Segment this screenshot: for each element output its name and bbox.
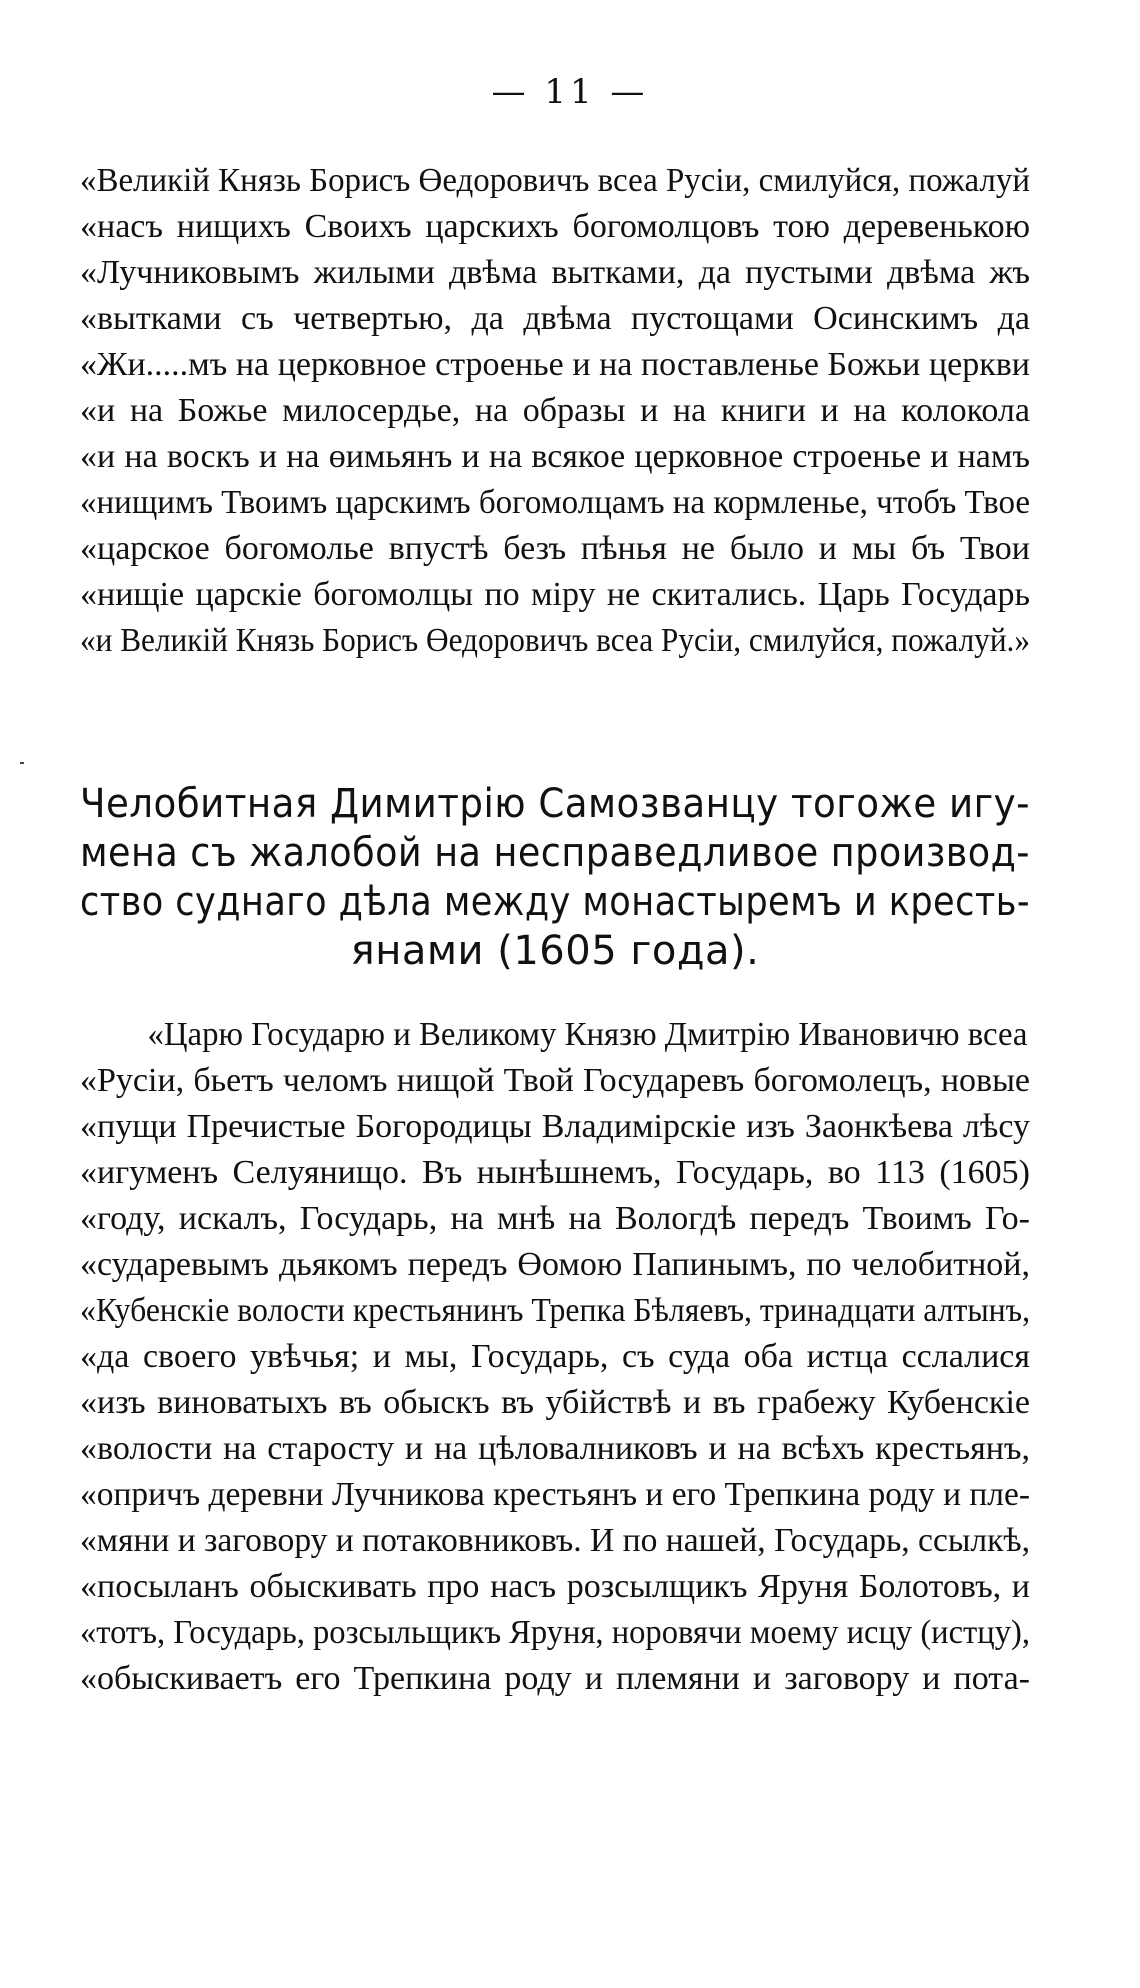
quote-line: «и Великій Князь Борисъ Өедоровичъ всеа Русіи, смилуйся, пожалуй.» <box>80 622 1031 659</box>
body-line: «мяни и заговору и потаковниковъ. И по нашей, Государь, ссылкѣ, <box>80 1522 1031 1559</box>
body-line: «сударевымъ дьякомъ передъ Өомою Папинымъ, по челобитной, <box>80 1246 1030 1283</box>
body-line: «пущи Пречистые Богородицы Владимірскіе изъ Заонкѣева лѣсу <box>80 1108 1030 1145</box>
body-line: «посыланъ обыскивать про насъ розсылщикъ Яруня Болотовъ, и <box>80 1568 1030 1605</box>
petition-quote <box>80 158 1030 664</box>
quote-line: «нищимъ Твоимъ царскимъ богомолцамъ на кормленье, чтобъ Твое <box>80 484 1031 521</box>
quote-line: «насъ нищихъ Своихъ царскихъ богомолцовъ тою деревенькою <box>80 208 1030 245</box>
heading-line: янами (1605 года). <box>350 928 760 974</box>
quote-line: «Великій Князь Борисъ Өедоровичъ всеа Русіи, смилуйся, пожалуй <box>80 162 1030 199</box>
quote-line: «и на воскъ и на өимьянъ и на всякое церковное строенье и намъ <box>80 438 1030 475</box>
body-line: «обыскиваетъ его Трепкина роду и племяни и заговору и пота- <box>80 1660 1030 1697</box>
quote-line: «Лучниковымъ жилыми двѣма вытками, да пустыми двѣма жъ <box>80 254 1030 291</box>
petition-body <box>80 1012 1030 1702</box>
body-line: «Русіи, бьетъ челомъ нищой Твой Государевъ богомолецъ, новые <box>80 1062 1030 1099</box>
heading-line: Челобитная Димитрію Самозванцу тогоже игу- <box>80 781 1030 827</box>
section-heading <box>80 780 1030 976</box>
body-line: «Царю Государю и Великому Князю Дмитрію Ивановичю всеа <box>147 1016 1028 1053</box>
quote-line: «и на Божье милосердье, на образы и на книги и на колокола <box>80 392 1030 429</box>
page-number: — 11 — <box>491 72 649 112</box>
body-line: «волости на старосту и на цѣловалниковъ и на всѣхъ крестьянъ, <box>80 1430 1030 1467</box>
quote-line: «нищіе царскіе богомолцы по міру не скитались. Царь Государь <box>80 576 1030 613</box>
quote-line: «царское богомолье впустѣ безъ пѣнья не было и мы бъ Твои <box>80 530 1030 567</box>
quote-line: «Жи.....мъ на церковное строенье и на поставленье Божьи церкви <box>80 346 1030 383</box>
margin-mark <box>20 762 24 764</box>
body-line: «изъ виноватыхъ въ обыскъ въ убійствѣ и въ грабежу Кубенскіе <box>80 1384 1030 1421</box>
quote-line: «вытками съ четвертью, да двѣма пустощами Осинскимъ да <box>80 300 1030 337</box>
body-line: «опричъ деревни Лучникова крестьянъ и его Трепкина роду и пле- <box>80 1476 1030 1513</box>
body-line: «Кубенскіе волости крестьянинъ Трепка Бѣляевъ, тринадцати алтынъ, <box>80 1292 1031 1329</box>
body-line: «да своего увѣчья; и мы, Государь, съ суда оба истца сслалися <box>80 1338 1030 1375</box>
body-line: «году, искалъ, Государь, на мнѣ на Вологдѣ передъ Твоимъ Го- <box>80 1200 1030 1237</box>
heading-line: мена съ жалобой на несправедливое производ- <box>80 830 1030 876</box>
body-line: «игуменъ Селуянищо. Въ нынѣшнемъ, Государь, во 113 (1605) <box>80 1154 1030 1191</box>
heading-line: ство суднаго дѣла между монастыремъ и кресть- <box>80 879 1030 925</box>
body-line: «тотъ, Государь, розсыльщикъ Яруня, норовячи моему исцу (истцу), <box>80 1614 1030 1651</box>
